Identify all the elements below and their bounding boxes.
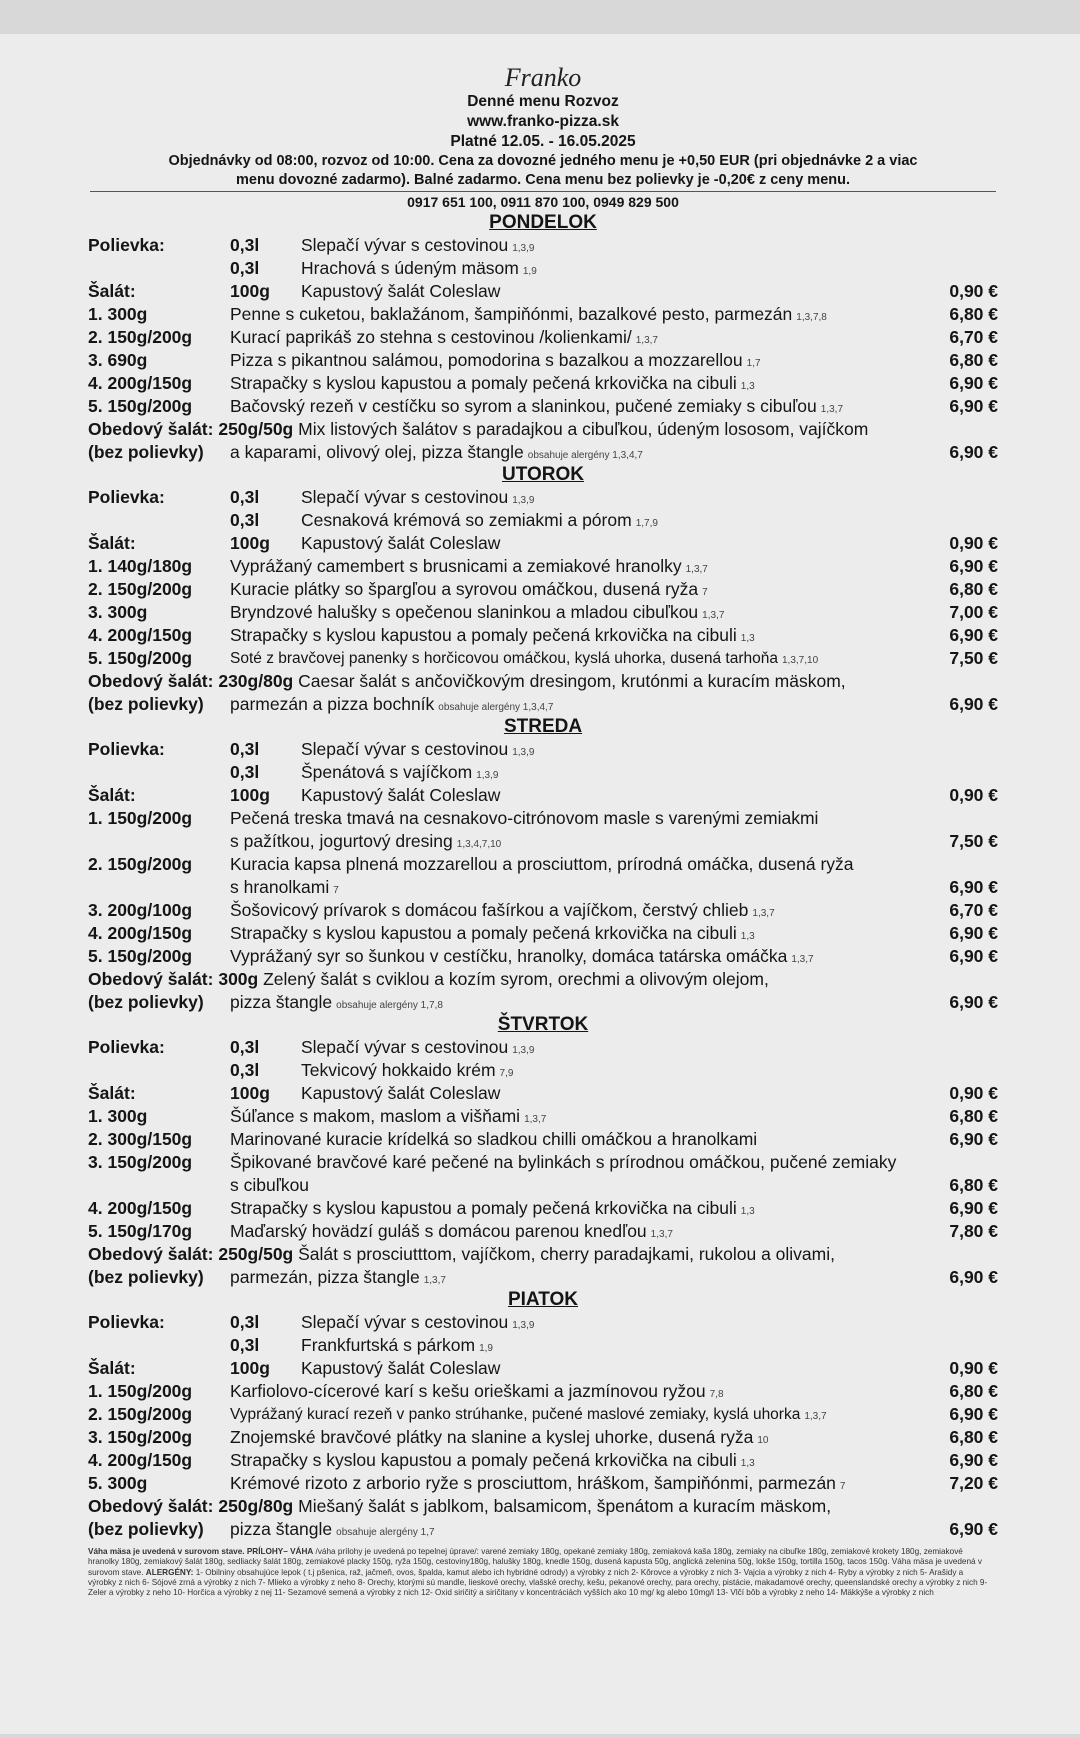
dish-allergens: 1,3,4,7,10 <box>456 839 502 850</box>
main-dish-row <box>88 624 998 647</box>
dish-allergens: 1,3,7 <box>524 1114 547 1125</box>
dish-price: 6,90 € <box>949 1198 998 1218</box>
dish-price: 6,70 € <box>949 327 998 347</box>
dish-name-text: Strapačky s kyslou kapustou a pomaly pečená krkovička na cibuli <box>230 373 737 393</box>
dish-number-weight: 2. 150g/200g <box>88 579 193 599</box>
dish-price: 6,90 € <box>949 556 998 576</box>
dish-name <box>230 807 818 830</box>
lunch-salad-row <box>88 968 998 991</box>
menu-title: Denné menu Rozvoz <box>467 93 619 110</box>
dish-name <box>230 853 854 876</box>
salad-name: Kapustový šalát Coleslaw <box>301 785 501 805</box>
lunch-salad-weight: 250g/50g <box>218 1244 294 1264</box>
lunch-salad-desc2-text: parmezán, pizza štangle <box>230 1267 420 1287</box>
soup-volume: 0,3l <box>230 1060 260 1080</box>
soup-label: Polievka: <box>88 1037 165 1057</box>
soup-row <box>88 1036 998 1059</box>
main-dish-row <box>88 1426 998 1449</box>
dish-name <box>230 1403 827 1428</box>
dish-number-weight: 1. 300g <box>88 304 148 324</box>
dish-allergens: 1,3,7 <box>650 1229 673 1240</box>
validity-dates: Platné 12.05. - 16.05.2025 <box>450 133 636 150</box>
dish-name-text: Karfiolovo-cícerové karí s kešu orieškami a jazmínovou ryžou <box>230 1381 706 1401</box>
dish-price: 6,90 € <box>949 946 998 966</box>
day-name: STREDA <box>503 716 583 737</box>
website-link[interactable]: www.franko-pizza.sk <box>467 113 619 130</box>
lunch-salad-desc2-text: pizza štangle <box>230 1519 333 1539</box>
dish-number-weight: 2. 150g/200g <box>88 1404 193 1424</box>
footer-notes <box>88 1547 998 1598</box>
dish-number-weight: 5. 150g/200g <box>88 946 193 966</box>
lunch-salad-desc1: Zelený šalát s cviklou a kozím syrom, orechmi a olivovým olejom, <box>263 969 769 989</box>
main-dish-row <box>88 555 998 578</box>
salad-name: Kapustový šalát Coleslaw <box>301 533 501 553</box>
lunch-salad-desc2 <box>230 441 643 467</box>
soup-volume: 0,3l <box>230 235 260 255</box>
dish-allergens: 1,3,7 <box>685 564 708 575</box>
soup-name-text: Cesnaková krémová so zemiakmi a pórom <box>301 510 632 530</box>
soup-volume: 0,3l <box>230 258 260 278</box>
day-name: PIATOK <box>507 1289 579 1310</box>
soup-allergens: 1,3,9 <box>512 1045 535 1056</box>
dish-price: 6,80 € <box>949 304 998 324</box>
lunch-salad-price: 6,90 € <box>949 992 998 1012</box>
main-dish-row <box>88 326 998 349</box>
main-dish-row <box>88 1151 998 1174</box>
salad-weight: 100g <box>230 785 270 805</box>
dish-name-text: Strapačky s kyslou kapustou a pomaly pečená krkovička na cibuli <box>230 625 737 645</box>
soup-name-text: Slepačí vývar s cestovinou <box>301 1312 509 1332</box>
menu-page <box>0 34 1080 1734</box>
soup-name-text: Tekvicový hokkaido krém <box>301 1060 496 1080</box>
brand-logo: Franko <box>504 63 582 92</box>
lunch-salad-label: Obedový šalát: <box>88 671 214 691</box>
dish-number-weight: 2. 150g/200g <box>88 327 193 347</box>
day-name: ŠTVRTOK <box>497 1014 589 1035</box>
soup-label: Polievka: <box>88 235 165 255</box>
dish-name-text: Krémové rizoto z arborio ryže s prosciuttom, hráškom, šampiňónmi, parmezán <box>230 1473 836 1493</box>
main-dish-row <box>88 922 998 945</box>
soup-label: Polievka: <box>88 1312 165 1332</box>
soup-name-text: Hrachová s údeným mäsom <box>301 258 519 278</box>
lunch-salad-allergens: obsahuje alergény 1,7,8 <box>336 1000 443 1011</box>
dish-allergens: 1,7 <box>746 358 761 369</box>
soup-allergens: 1,9 <box>479 1343 493 1354</box>
lunch-salad-row <box>88 670 998 693</box>
dish-number-weight: 4. 200g/150g <box>88 1198 193 1218</box>
dish-name-text: Šúľance s makom, maslom a višňami <box>230 1106 521 1126</box>
dish-number-weight: 4. 200g/150g <box>88 373 193 393</box>
day-title <box>88 1289 998 1311</box>
dish-name <box>230 1151 896 1174</box>
lunch-salad-weight: 250g/80g <box>218 1496 294 1516</box>
dish-name-cont-text: s cibuľkou <box>230 1175 310 1195</box>
dish-price: 6,90 € <box>949 396 998 416</box>
lunch-salad-row <box>88 1243 998 1266</box>
dish-name-text: Marinované kuracie krídelká so sladkou chilli omáčkou a hranolkami <box>230 1129 758 1149</box>
soup-label: Polievka: <box>88 487 165 507</box>
dish-price: 7,20 € <box>949 1473 998 1493</box>
soup-label: Polievka: <box>88 739 165 759</box>
no-soup-label: (bez polievky) <box>88 1267 204 1287</box>
dish-name-text: Maďarský hovädzí guláš s domácou parenou knedľou <box>230 1221 647 1241</box>
allergens-text: 1- Obilniny obsahujúce lepok ( t.j pšenica, raž, jačmeň, ovos, špalda, kamut alebo ich hybridné odrody) a výrobky z nich 2- Kôrovce a výrobky z nich 3- Vajcia a výrobky z nich 4- Ryby a výrobky z nich 5- Arašidy a výrobky z nich 6- Sójové zrná a výrobky z nich 7- Mlieko a výrobky z neho 8- Orechy, ktorými sú mandle, lieskové orechy, vlašské orechy, kešu, pekanové orechy, para orechy, pistácie, makadamové orechy, queenslandské orechy a výrobky z nich 9- Zeler a výrobky z neho 10- Horčica a výrobky z nej 11- Sezamové semená a výrobky z nich 12- Oxid siričitý a siričitany v koncentráciách vyšších ako 10 mg/ kg alebo 10mg/l 13- Vlčí bôb a výrobky z neho 14- Mäkkýše a výrobky z nich <box>88 1567 988 1598</box>
main-dish-row <box>88 1472 998 1495</box>
main-dish-row <box>88 349 998 372</box>
salad-name: Kapustový šalát Coleslaw <box>301 1358 501 1378</box>
dish-allergens: 7,8 <box>709 1389 724 1400</box>
soup-volume: 0,3l <box>230 762 260 782</box>
dish-name-text: Šošovicový prívarok s domácou fašírkou a vajíčkom, čerstvý chlieb <box>230 900 749 920</box>
dish-allergens: 1,3 <box>740 931 755 942</box>
soup-name-text: Slepačí vývar s cestovinou <box>301 235 509 255</box>
main-dish-row <box>88 945 998 968</box>
no-soup-label: (bez polievky) <box>88 1519 204 1539</box>
no-soup-label: (bez polievky) <box>88 992 204 1012</box>
main-dish-row <box>88 395 998 418</box>
soup-allergens: 1,3,9 <box>476 770 499 781</box>
salad-weight: 100g <box>230 281 270 301</box>
dish-name-text: Kuracia kapsa plnená mozzarellou a prosciuttom, prírodná omáčka, dusená ryža <box>230 854 854 874</box>
main-dish-row <box>88 1197 998 1220</box>
lunch-salad-line1 <box>88 1495 831 1518</box>
lunch-salad-allergens: obsahuje alergény 1,7 <box>336 1527 435 1538</box>
lunch-salad-price: 6,90 € <box>949 694 998 714</box>
dish-allergens: 1,3,7 <box>804 1411 827 1422</box>
dish-name-text: Pizza s pikantnou salámou, pomodorina s bazalkou a mozzarellou <box>230 350 743 370</box>
salad-price: 0,90 € <box>949 281 998 301</box>
dish-price: 6,80 € <box>949 350 998 370</box>
dish-number-weight: 5. 300g <box>88 1473 148 1493</box>
lunch-salad-desc2 <box>230 1266 446 1292</box>
lunch-salad-row2 <box>88 991 998 1014</box>
dish-allergens: 1,3,7 <box>820 404 844 415</box>
salad-label: Šalát: <box>88 1358 136 1378</box>
lunch-salad-weight: 250g/50g <box>218 419 294 439</box>
dish-price: 6,80 € <box>949 1106 998 1126</box>
soup-row <box>88 257 998 280</box>
lunch-salad-row2 <box>88 441 998 464</box>
day-section-streda <box>88 716 998 1014</box>
dish-price: 6,90 € <box>949 923 998 943</box>
dish-name-text: Pečená treska tmavá na cesnakovo-citrónovom masle s varenými zemiakmi <box>230 808 819 828</box>
dish-price: 6,80 € <box>949 1381 998 1401</box>
dish-name-text: Bačovský rezeň v cestíčku so syrom a slaninkou, pučené zemiaky s cibuľou <box>230 396 817 416</box>
dish-name-text: Strapačky s kyslou kapustou a pomaly pečená krkovička na cibuli <box>230 1450 737 1470</box>
dish-number-weight: 1. 300g <box>88 1106 148 1126</box>
dish-allergens: 1,3,7 <box>752 908 775 919</box>
dish-name-cont-text: s hranolkami <box>230 877 330 897</box>
day-section-pondelok <box>88 212 998 464</box>
dish-price: 6,80 € <box>949 579 998 599</box>
lunch-salad-desc2-text: pizza štangle <box>230 992 333 1012</box>
salad-price: 0,90 € <box>949 785 998 805</box>
dish-allergens: 1,3,7 <box>791 954 814 965</box>
phone-numbers[interactable]: 0917 651 100, 0911 870 100, 0949 829 500 <box>90 191 996 212</box>
salad-row <box>88 784 998 807</box>
lunch-salad-row <box>88 418 998 441</box>
soup-allergens: 1,3,9 <box>512 495 535 506</box>
main-dish-row-cont <box>88 830 998 853</box>
dish-allergens: 1,3 <box>740 1206 755 1217</box>
soup-row <box>88 1334 998 1357</box>
soup-row <box>88 1311 998 1334</box>
dish-name-text: Vyprážaný syr so šunkou v cestíčku, hranolky, domáca tatárska omáčka <box>230 946 788 966</box>
dish-allergens: 1,3,7,8 <box>796 312 827 323</box>
dish-name-text: Soté z bravčovej panenky s horčicovou omáčkou, kyslá uhorka, dusená tarhoňa <box>230 650 778 667</box>
lunch-salad-price: 6,90 € <box>949 1519 998 1539</box>
day-title <box>88 716 998 738</box>
lunch-salad-label: Obedový šalát: <box>88 1244 214 1264</box>
dish-allergens: 1,3,7,10 <box>781 655 819 666</box>
lunch-salad-row2 <box>88 1518 998 1541</box>
soup-volume: 0,3l <box>230 739 260 759</box>
soup-volume: 0,3l <box>230 1312 260 1332</box>
dish-price: 6,80 € <box>949 1175 998 1195</box>
main-dish-row <box>88 601 998 624</box>
day-title <box>88 212 998 234</box>
salad-row <box>88 1082 998 1105</box>
salad-name: Kapustový šalát Coleslaw <box>301 281 501 301</box>
soup-row <box>88 234 998 257</box>
day-section-utorok <box>88 464 998 716</box>
lunch-salad-label: Obedový šalát: <box>88 969 214 989</box>
soup-name-text: Slepačí vývar s cestovinou <box>301 487 509 507</box>
dish-number-weight: 3. 150g/200g <box>88 1427 193 1447</box>
salad-price: 0,90 € <box>949 1358 998 1378</box>
dish-number-weight: 3. 200g/100g <box>88 900 193 920</box>
lunch-salad-desc2-text: parmezán a pizza bochník <box>230 694 435 714</box>
salad-row <box>88 1357 998 1380</box>
lunch-salad-price: 6,90 € <box>949 1267 998 1287</box>
order-info-line2: menu dovozné zadarmo). Balné zadarmo. Cena menu bez polievky je -0,20€ z ceny menu. <box>235 172 850 188</box>
dish-name-text: Strapačky s kyslou kapustou a pomaly pečená krkovička na cibuli <box>230 1198 737 1218</box>
main-dish-row <box>88 1220 998 1243</box>
main-dish-row-cont <box>88 876 998 899</box>
dish-allergens: 7 <box>702 587 708 598</box>
lunch-salad-price: 6,90 € <box>949 442 998 462</box>
dish-number-weight: 3. 150g/200g <box>88 1152 193 1172</box>
dish-name <box>230 1128 757 1151</box>
dish-allergens: 10 <box>757 1435 769 1446</box>
salad-price: 0,90 € <box>949 533 998 553</box>
dish-allergens: 1,3 <box>740 381 755 392</box>
lunch-salad-row2 <box>88 693 998 716</box>
dish-name-text: Vyprážaný kurací rezeň v panko strúhanke, pučené maslové zemiaky, kyslá uhorka <box>230 1406 801 1423</box>
dish-price: 6,90 € <box>949 625 998 645</box>
lunch-salad-label: Obedový šalát: <box>88 1496 214 1516</box>
dish-price: 6,90 € <box>949 1404 998 1424</box>
day-title <box>88 464 998 486</box>
dish-number-weight: 4. 200g/150g <box>88 1450 193 1470</box>
days-container <box>88 212 998 1541</box>
main-dish-row <box>88 899 998 922</box>
lunch-salad-desc2 <box>230 991 443 1017</box>
allergens-label: ALERGÉNY: <box>145 1567 194 1577</box>
dish-number-weight: 4. 200g/150g <box>88 625 193 645</box>
soup-allergens: 1,3,9 <box>512 1320 535 1331</box>
soup-allergens: 1,3,9 <box>512 243 535 254</box>
no-soup-label: (bez polievky) <box>88 442 204 462</box>
dish-name-text: Kurací paprikáš zo stehna s cestovinou /kolienkami/ <box>230 327 632 347</box>
lunch-salad-line1 <box>88 968 769 991</box>
dish-price: 7,80 € <box>949 1221 998 1241</box>
order-info-line1: Objednávky od 08:00, rozvoz od 10:00. Cena za dovozné jedného menu je +0,50 EUR (pri objednávke 2 a viac <box>168 153 918 169</box>
main-dish-row <box>88 1403 998 1426</box>
lunch-salad-allergens: obsahuje alergény 1,3,4,7 <box>527 450 643 461</box>
soup-allergens: 1,3,9 <box>512 747 535 758</box>
dish-name <box>230 647 818 672</box>
soup-volume: 0,3l <box>230 1335 260 1355</box>
dish-name-text: Kuracie plátky so špargľou a syrovou omáčkou, dusená ryža <box>230 579 699 599</box>
soup-allergens: 7,9 <box>499 1068 514 1079</box>
salad-price: 0,90 € <box>949 1083 998 1103</box>
dish-number-weight: 3. 690g <box>88 350 148 370</box>
dish-allergens: 1,3 <box>740 1458 755 1469</box>
dish-price: 6,70 € <box>949 900 998 920</box>
dish-number-weight: 2. 300g/150g <box>88 1129 193 1149</box>
dish-name-cont <box>230 1174 309 1197</box>
salad-weight: 100g <box>230 533 270 553</box>
menu-header <box>88 64 998 212</box>
weight-note: Váha mäsa je uvedená v surovom stave. <box>88 1547 245 1556</box>
salad-label: Šalát: <box>88 785 136 805</box>
dish-allergens: 7 <box>839 1481 846 1492</box>
dish-price: 7,50 € <box>949 831 998 851</box>
dish-number-weight: 1. 150g/200g <box>88 1381 193 1401</box>
dish-number-weight: 2. 150g/200g <box>88 854 193 874</box>
dish-name-cont-text: s pažítkou, jogurtový dresing <box>230 831 453 851</box>
soup-name-text: Slepačí vývar s cestovinou <box>301 1037 509 1057</box>
lunch-salad-row2 <box>88 1266 998 1289</box>
salad-label: Šalát: <box>88 281 136 301</box>
salad-weight: 100g <box>230 1083 270 1103</box>
lunch-salad-line1 <box>88 670 846 693</box>
lunch-salad-desc1: Šalát s prosciutttom, vajíčkom, cherry paradajkami, rukolou a olivami, <box>298 1244 835 1264</box>
dish-price: 6,90 € <box>949 373 998 393</box>
dish-number-weight: 4. 200g/150g <box>88 923 193 943</box>
main-dish-row <box>88 578 998 601</box>
salad-label: Šalát: <box>88 1083 136 1103</box>
soup-row <box>88 486 998 509</box>
dish-price: 7,00 € <box>949 602 998 622</box>
sides-text: /váha prílohy je uvedená po tepelnej úprave/: varené zemiaky 180g, opekané zemiaky 180g, zemiaková kaša 180g, zemiaky na cibuľke 180g, zemiakové krokety 180g, zemiakové hranolky 180g, zemiakový šalát 180g, sedliacky šalát 180g, zemiakové placky 150g, ryža 150g, cestoviny180g, halušky 180g, knedle 150g, dusená kapusta 50g, anglická zelenina 50g, lokše 150g, tortilla 150g, tacos 150g. Váha mäsa je uvedená v surovom stave. <box>88 1547 982 1577</box>
lunch-salad-desc1: Miešaný šalát s jablkom, balsamicom, špenátom a kuracím mäskom, <box>298 1496 832 1516</box>
main-dish-row <box>88 303 998 326</box>
day-name: PONDELOK <box>489 212 597 233</box>
soup-row <box>88 738 998 761</box>
dish-name-text: Penne s cuketou, baklažánom, šampiňónmi, bazalkové pesto, parmezán <box>230 304 793 324</box>
main-dish-row <box>88 1128 998 1151</box>
soup-allergens: 1,9 <box>522 266 537 277</box>
lunch-salad-desc1: Caesar šalát s ančovičkovým dresingom, krutónmi a kuracím mäskom, <box>298 671 846 691</box>
dish-number-weight: 1. 140g/180g <box>88 556 193 576</box>
soup-name-text: Slepačí vývar s cestovinou <box>301 739 509 759</box>
dish-price: 7,50 € <box>949 648 998 668</box>
dish-price: 6,90 € <box>949 1450 998 1470</box>
main-dish-row <box>88 647 998 670</box>
soup-volume: 0,3l <box>230 487 260 507</box>
day-title <box>88 1014 998 1036</box>
soup-volume: 0,3l <box>230 1037 260 1057</box>
soup-row <box>88 509 998 532</box>
lunch-salad-allergens: obsahuje alergény 1,3,4,7 <box>438 702 554 713</box>
soup-volume: 0,3l <box>230 510 260 530</box>
lunch-salad-desc2 <box>230 693 553 719</box>
lunch-salad-weight: 230g/80g <box>218 671 294 691</box>
dish-number-weight: 5. 150g/170g <box>88 1221 193 1241</box>
main-dish-row <box>88 807 998 830</box>
soup-row <box>88 761 998 784</box>
dish-allergens: 1,3,7 <box>635 335 658 346</box>
dish-name-text: Bryndzové halušky s opečenou slaninkou a mladou cibuľkou <box>230 602 699 622</box>
dish-allergens: 1,3 <box>740 633 755 644</box>
lunch-salad-line1 <box>88 1243 835 1266</box>
salad-name: Kapustový šalát Coleslaw <box>301 1083 501 1103</box>
dish-number-weight: 3. 300g <box>88 602 148 622</box>
lunch-salad-desc2-text: a kaparami, olivový olej, pizza štangle <box>230 442 524 462</box>
dish-name-text: Znojemské bravčové plátky na slanine a kyslej uhorke, dusená ryža <box>230 1427 754 1447</box>
lunch-salad-desc1: Mix listových šalátov s paradajkou a cibuľkou, údeným lososom, vajíčkom <box>298 419 869 439</box>
salad-row <box>88 280 998 303</box>
day-name: UTOROK <box>502 464 584 485</box>
dish-number-weight: 5. 150g/200g <box>88 648 193 668</box>
soup-row <box>88 1059 998 1082</box>
main-dish-row <box>88 1449 998 1472</box>
dish-number-weight: 5. 150g/200g <box>88 396 193 416</box>
dish-allergens: 1,3,7 <box>702 610 725 621</box>
main-dish-row <box>88 1380 998 1403</box>
dish-price: 6,80 € <box>949 1427 998 1447</box>
dish-price: 6,90 € <box>949 877 998 897</box>
dish-allergens: 7 <box>333 885 339 896</box>
dish-price: 6,90 € <box>949 1129 998 1149</box>
day-section-piatok <box>88 1289 998 1541</box>
lunch-salad-label: Obedový šalát: <box>88 419 214 439</box>
sides-label: PRÍLOHY– VÁHA <box>246 1547 314 1556</box>
salad-row <box>88 532 998 555</box>
lunch-salad-desc2 <box>230 1518 435 1544</box>
dish-name-text: Špikované bravčové karé pečené na bylinkách s prírodnou omáčkou, pučené zemiaky <box>230 1152 897 1172</box>
no-soup-label: (bez polievky) <box>88 694 204 714</box>
dish-number-weight: 1. 150g/200g <box>88 808 193 828</box>
main-dish-row <box>88 1105 998 1128</box>
day-section-štvrtok <box>88 1014 998 1289</box>
dish-name-text: Vyprážaný camembert s brusnicami a zemiakové hranolky <box>230 556 682 576</box>
lunch-salad-allergens: 1,3,7 <box>423 1275 446 1286</box>
lunch-salad-line1 <box>88 418 868 441</box>
lunch-salad-weight: 300g <box>218 969 259 989</box>
soup-name-text: Špenátová s vajíčkom <box>301 762 473 782</box>
main-dish-row <box>88 372 998 395</box>
salad-weight: 100g <box>230 1358 270 1378</box>
soup-name-text: Frankfurtská s párkom <box>301 1335 476 1355</box>
lunch-salad-row <box>88 1495 998 1518</box>
dish-name-text: Strapačky s kyslou kapustou a pomaly pečená krkovička na cibuli <box>230 923 737 943</box>
soup-allergens: 1,7,9 <box>635 518 658 529</box>
main-dish-row-cont <box>88 1174 998 1197</box>
salad-label: Šalát: <box>88 533 136 553</box>
main-dish-row <box>88 853 998 876</box>
